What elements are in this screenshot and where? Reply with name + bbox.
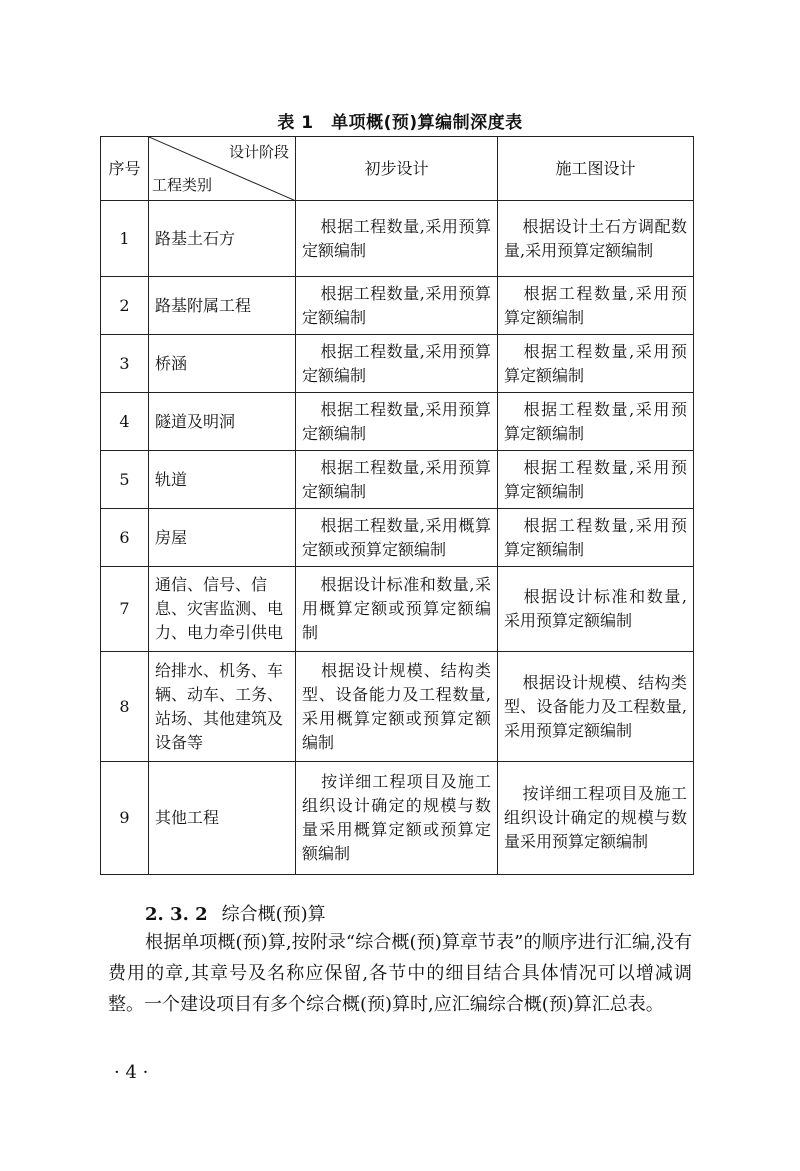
row-preliminary: 根据工程数量,采用预算定额编制 bbox=[296, 201, 498, 277]
row-preliminary: 根据设计规模、结构类型、设备能力及工程数量,采用概算定额或预算定额编制 bbox=[296, 652, 498, 762]
row-preliminary: 根据工程数量,采用概算定额或预算定额编制 bbox=[296, 509, 498, 567]
table-row bbox=[101, 201, 694, 277]
header-category: 工程类别 bbox=[152, 176, 213, 194]
header-construction: 施工图设计 bbox=[498, 137, 694, 201]
page-number: · 4 · bbox=[114, 1062, 149, 1083]
table-row bbox=[101, 335, 694, 393]
row-no: 3 bbox=[101, 335, 149, 393]
row-category: 给排水、机务、车辆、动车、工务、站场、其他建筑及设备等 bbox=[149, 652, 296, 762]
row-category: 轨道 bbox=[149, 451, 296, 509]
depth-table bbox=[100, 136, 694, 875]
row-category: 隧道及明洞 bbox=[149, 393, 296, 451]
row-preliminary: 按详细工程项目及施工组织设计确定的规模与数量采用概算定额或预算定额编制 bbox=[296, 762, 498, 875]
row-construction: 根据工程数量,采用预算定额编制 bbox=[498, 393, 694, 451]
row-construction: 按详细工程项目及施工组织设计确定的规模与数量采用预算定额编制 bbox=[498, 762, 694, 875]
header-no: 序号 bbox=[101, 137, 149, 201]
row-preliminary: 根据工程数量,采用预算定额编制 bbox=[296, 335, 498, 393]
table-row bbox=[101, 277, 694, 335]
table-row bbox=[101, 393, 694, 451]
row-no: 7 bbox=[101, 567, 149, 652]
row-category: 路基附属工程 bbox=[149, 277, 296, 335]
table-row bbox=[101, 762, 694, 875]
row-no: 1 bbox=[101, 201, 149, 277]
row-construction: 根据设计土石方调配数量,采用预算定额编制 bbox=[498, 201, 694, 277]
row-preliminary: 根据设计标准和数量,采用概算定额或预算定额编制 bbox=[296, 567, 498, 652]
table-row bbox=[101, 567, 694, 652]
table-row bbox=[101, 451, 694, 509]
row-preliminary: 根据工程数量,采用预算定额编制 bbox=[296, 277, 498, 335]
table-row bbox=[101, 509, 694, 567]
header-preliminary: 初步设计 bbox=[296, 137, 498, 201]
header-diagonal-cell bbox=[149, 137, 296, 201]
row-construction: 根据工程数量,采用预算定额编制 bbox=[498, 451, 694, 509]
row-category: 其他工程 bbox=[149, 762, 296, 875]
row-construction: 根据工程数量,采用预算定额编制 bbox=[498, 277, 694, 335]
row-no: 9 bbox=[101, 762, 149, 875]
section-heading bbox=[145, 900, 326, 926]
row-category: 通信、信号、信息、灾害监测、电力、电力牵引供电 bbox=[149, 567, 296, 652]
row-category: 路基土石方 bbox=[149, 201, 296, 277]
row-no: 5 bbox=[101, 451, 149, 509]
section-title: 综合概(预)算 bbox=[221, 904, 326, 925]
table-row bbox=[101, 652, 694, 762]
row-construction: 根据设计规模、结构类型、设备能力及工程数量,采用预算定额编制 bbox=[498, 652, 694, 762]
row-construction: 根据工程数量,采用预算定额编制 bbox=[498, 335, 694, 393]
table-header-row bbox=[101, 137, 694, 201]
row-no: 4 bbox=[101, 393, 149, 451]
header-stage: 设计阶段 bbox=[228, 143, 289, 161]
row-construction: 根据工程数量,采用预算定额编制 bbox=[498, 509, 694, 567]
section-number: 2. 3. 2 bbox=[145, 904, 208, 925]
row-no: 2 bbox=[101, 277, 149, 335]
row-category: 房屋 bbox=[149, 509, 296, 567]
row-preliminary: 根据工程数量,采用预算定额编制 bbox=[296, 451, 498, 509]
row-construction: 根据设计标准和数量,采用预算定额编制 bbox=[498, 567, 694, 652]
table-title: 表 1 单项概(预)算编制深度表 bbox=[277, 113, 523, 133]
row-category: 桥涵 bbox=[149, 335, 296, 393]
row-no: 8 bbox=[101, 652, 149, 762]
body-paragraph: 根据单项概(预)算,按附录“综合概(预)算章节表”的顺序进行汇编,没有费用的章,其章号及名称应保留,各节中的细目结合具体情况可以增减调整。一个建设项目有多个综合概(预)算时,应汇编综合概(预)算汇总表。 bbox=[108, 932, 692, 1015]
row-preliminary: 根据工程数量,采用预算定额编制 bbox=[296, 393, 498, 451]
depth-table-container bbox=[100, 136, 693, 875]
row-no: 6 bbox=[101, 509, 149, 567]
